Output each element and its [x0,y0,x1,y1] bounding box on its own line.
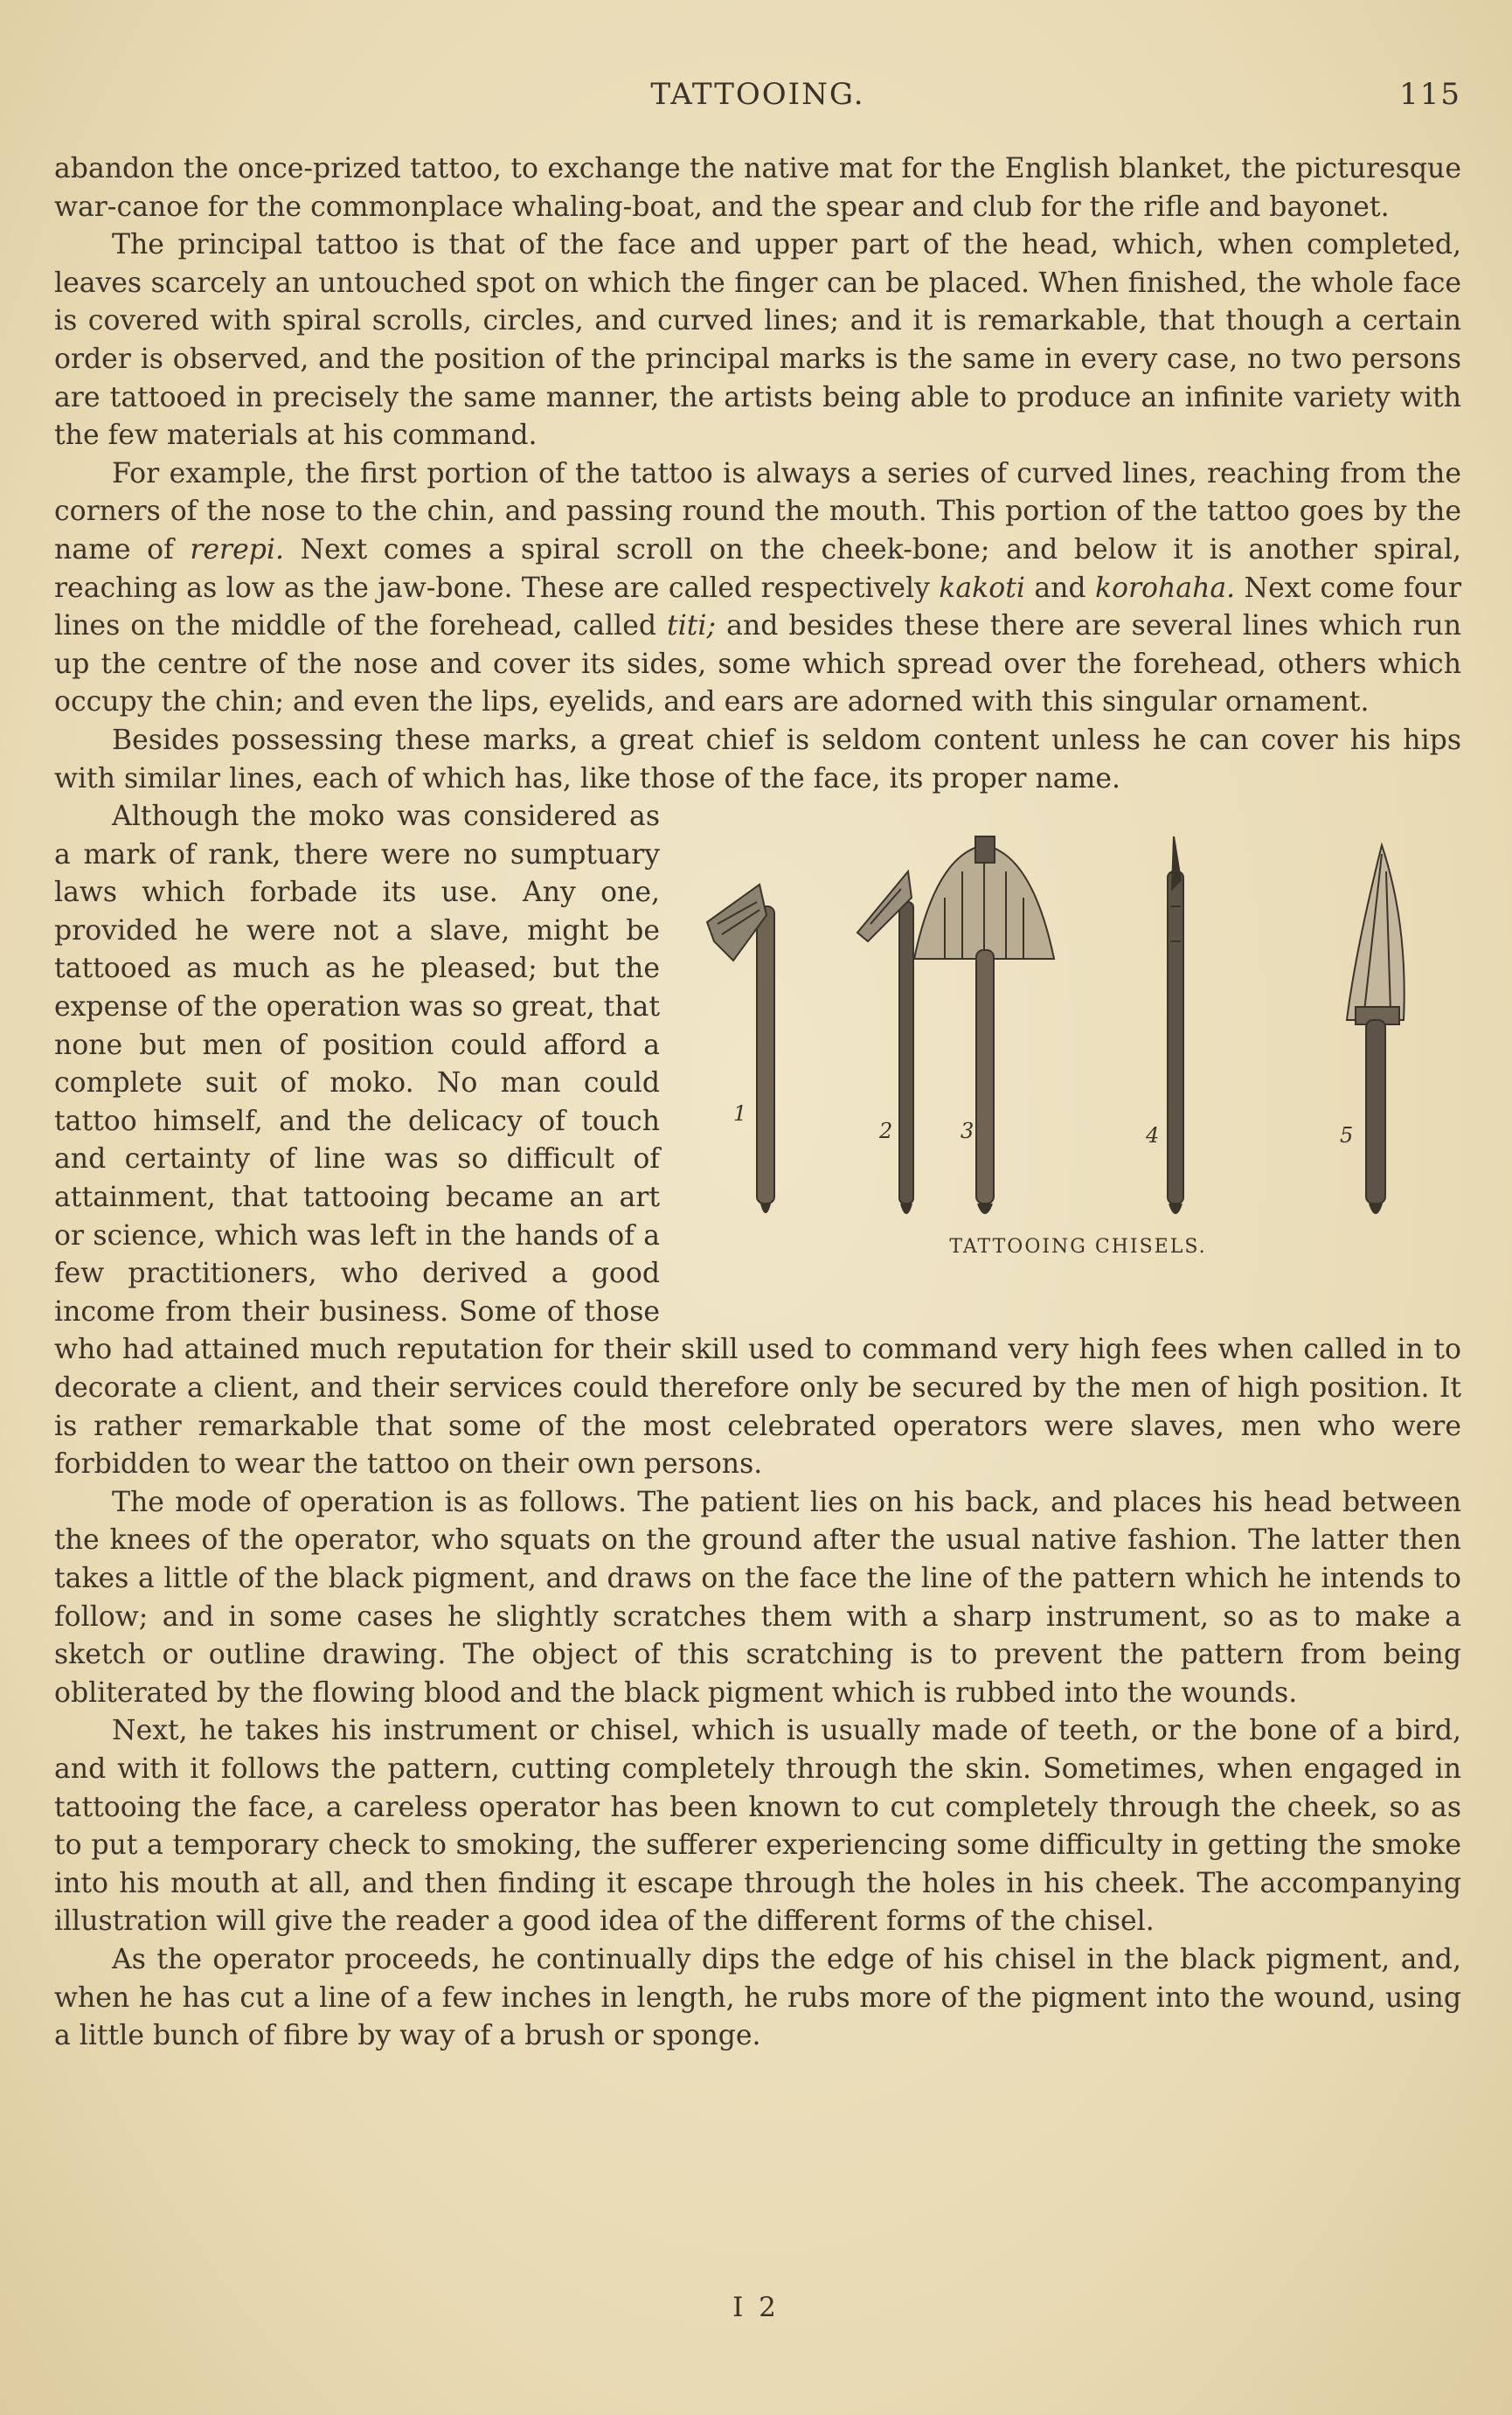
body-text [54,150,1461,2056]
term-korohaha: korohaha. [1094,572,1236,604]
paragraph: abandon the once-prized tattoo, to exchange the native mat for the English blanket, the picturesque war-canoe for the commonplace whaling-boat, and the spear and club for the rifle and bayonet. [54,153,1461,223]
paragraph: For example, the first portion of the tattoo is always a series of curved lines, reaching from the corners of the nose to the chin, and passing round the mouth. This portion of the tattoo goes by the name of rerepi. Next comes a spiral scroll on the cheek-bone; and below it is another spiral, reaching as low as the jaw-bone. These are called respectively kakoti and korohaha. Next come four lines on the middle of the forehead, called titi; and besides these there are several lines which run up the centre of the nose and cover its sides, some which spread over the forehead, others which occupy the chin; and even the lips, eyelids, and ears are adorned with this singular ornament. [54,457,1461,718]
term-titi: titi; [667,610,717,642]
paragraph: Besides possessing these marks, a great chief is seldom content unless he can cover his hips with similar lines, each of which has, like those of the face, its proper name. [54,724,1461,795]
chisel-label-3: 3 [961,1119,974,1144]
chisel-label-2: 2 [879,1119,893,1144]
paragraph: Next, he takes his instrument or chisel, which is usually made of teeth, or the bone of a bird, and with it follows the pattern, cutting completely through the skin. Sometimes, when engaged in tattooing the face, a careless operator has been known to cut completely through the cheek, so as to put a temporary check to smoking, the sufferer experiencing some difficulty in getting the smoke into his mouth at all, and then finding it escape through the holes in his cheek. The accompanying illustration will give the reader a good idea of the different forms of the chisel. [54,1715,1461,1938]
paragraph: As the operator proceeds, he continually dips the edge of his chisel in the black pigment, and, when he has cut a line of a few inches in length, he rubs more of the pigment into the wound, using a little bunch of fibre by way of a brush or sponge. [54,1943,1461,2052]
signature-mark: I 2 [732,2292,780,2323]
term-rerepi: rerepi. [190,533,285,566]
chisel-1 [707,885,774,1212]
chisel-label-5: 5 [1340,1123,1354,1149]
page-header [54,77,1461,121]
figure-tattooing-chisels [683,819,1474,1301]
paragraph: The principal tattoo is that of the face and upper part of the head, which, when completed, leaves scarcely an untouched spot on which the finger can be placed. When finished, the whole face is covered with spiral scrolls, circles, and curved lines; and it is remarkable, that though a certain order is observed, and the position of the principal marks is the same in every case, no two persons are tattooed in precisely the same manner, the artists being able to produce an infinite variety with the few materials at his command. [54,229,1461,452]
chisel-4 [1168,836,1183,1213]
running-title: TATTOOING. [650,77,865,112]
page-number: 115 [1399,77,1461,112]
figure-caption: TATTOOING CHISELS. [949,1236,1207,1259]
paragraph: The mode of operation is as follows. The patient lies on his back, and places his head between the knees of the operator, who squats on the ground after the usual native fashion. The latter then takes a little of the black pigment, and draws on the face the line of the pattern which he intends to follow; and in some cases he slightly scratches them with a sharp instrument, so as to make a sketch or outline drawing. The object of this scratching is to prevent the pattern from being obliterated by the flowing blood and the black pigment which is rubbed into the wounds. [54,1486,1461,1709]
chisel-label-4: 4 [1146,1123,1160,1149]
chisels-illustration [683,819,1474,1256]
chisel-2 [857,871,913,1213]
chisel-5 [1347,845,1404,1213]
chisel-label-1: 1 [733,1101,747,1127]
chisel-3 [914,836,1054,1213]
paragraph: Although the moko was considered as a mark of rank, there were no sumptuary laws which forbade its use. Any one, provided he were not a slave, might be tattooed as much as he pleased; but the expense of the operation was so great, that none but men of position could afford a complete suit of moko. No man could tattoo himself, and the delicacy of touch and certainty of line was so difficult of attainment, that tattooing became an art or science, which was left in the hands of a few practitioners, who derived a good income from their business. Some of those who had attained much reputation for their skill used to command very high fees when called in to decorate a client, and their services could therefore only be secured by the men of high position. It is rather remarkable that some of the most celebrated operators were slaves, men who were forbidden to wear the tattoo on their own persons. [54,801,1461,1481]
term-kakoti: kakoti [939,572,1025,604]
